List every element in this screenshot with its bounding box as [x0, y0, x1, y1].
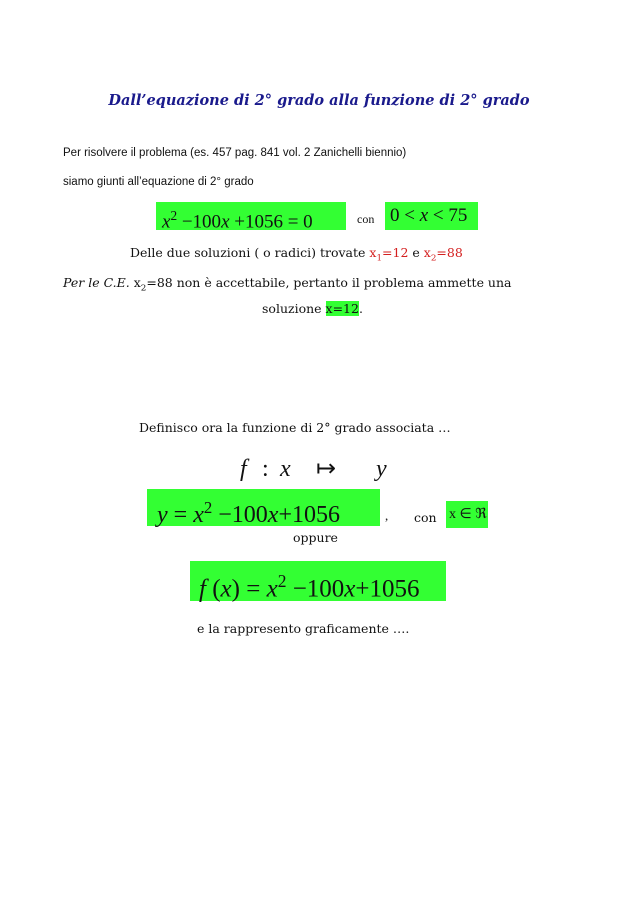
mapsto-arrow: ↦ — [316, 456, 337, 482]
intro-line-2: siamo giunti all’equazione di 2° grado — [63, 176, 254, 188]
closing-text: e la rappresento graficamente …. — [197, 621, 410, 636]
conclusion-line-1: Per le C.E. $x_2=88$ non è accettabile, pertanto il problema ammette una — [63, 275, 512, 294]
oppure-text: oppure — [293, 530, 338, 545]
equation-3: f $(x) = x^2 -100x+1056$ — [190, 561, 446, 601]
domain-real: x ∈ ℜ — [446, 501, 488, 528]
mapping-x: x — [280, 456, 291, 482]
equation-1-con: con — [357, 212, 375, 226]
mapping-y: y — [376, 456, 387, 482]
equation-2-con: con — [414, 510, 437, 525]
equation-1-condition: 0 < x < 75 — [385, 202, 478, 230]
mapping-colon: : — [262, 456, 269, 482]
solutions-line — [130, 245, 463, 264]
solutions-text: Delle due soluzioni ( o radici) trovate — [130, 245, 370, 260]
ce-label: Per le C.E. — [63, 275, 130, 290]
answer-highlight: x=12 — [325, 301, 359, 316]
conclusion-line-2 — [262, 301, 363, 316]
solution-x1: $x_1=12$ — [369, 245, 409, 264]
definisco-text: Definisco ora la funzione di 2° grado associata … — [139, 420, 451, 435]
solution-x2: $x_2=88$ — [423, 245, 463, 264]
intro-line-1: Per risolvere il problema (es. 457 pag. 841 vol. 2 Zanichelli biennio) — [63, 147, 407, 159]
solutions-and: e — [408, 245, 424, 260]
conclusion-suffix: . — [358, 301, 363, 316]
equation-2-comma: , — [385, 508, 389, 523]
equation-2: $y = x^2 -100x+1056$ — [147, 489, 380, 526]
conclusion-prefix: soluzione — [262, 301, 326, 316]
mapping-f: f — [240, 456, 247, 482]
document-title: Dall’equazione di 2° grado alla funzione di 2° grado — [108, 92, 530, 109]
equation-1-lhs: $x^2 -100x +1056 = 0$ — [156, 202, 346, 230]
